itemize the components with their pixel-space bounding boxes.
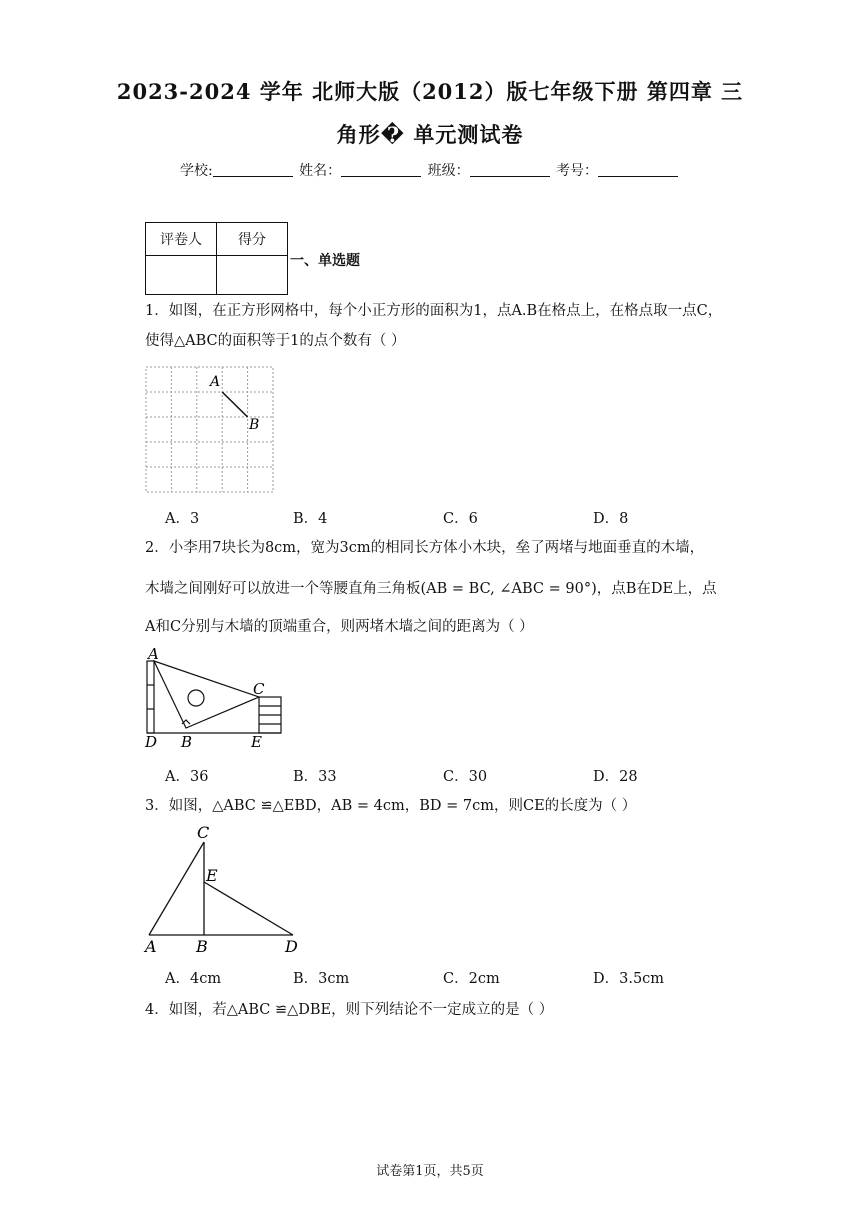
segment-ac [149,842,204,935]
score-cell [217,256,288,295]
option-a[interactable]: A．36 [165,769,209,785]
label-e: E [206,866,218,885]
question-1-grid-figure [145,366,275,494]
segment-ab [222,392,247,417]
exam-title-line2: 角形� 单元测试卷 [336,122,524,147]
option-b[interactable]: B．4 [293,511,328,527]
question-2-stem-line2: 木墙之间刚好可以放进一个等腰直角三角板(AB = BC, ∠ABC = 90°)，点B在DE上，点 [145,581,717,597]
option-c[interactable]: C．30 [443,769,488,785]
question-4-stem: 4．如图，若△ABC ≌△DBE，则下列结论不一定成立的是（ ） [145,1002,554,1018]
label-b: B [196,937,208,956]
exam-number-label: 考号： [556,163,599,179]
option-d[interactable]: D．28 [593,769,638,785]
score-table [145,222,288,295]
exam-number-blank [598,162,678,177]
page-footer: 试卷第1页，共5页 [376,1164,484,1179]
grader-cell [146,256,217,295]
label-b: B [181,733,193,750]
option-a[interactable]: A．3 [165,511,200,527]
score-header: 得分 [217,223,288,256]
label-c: C [253,680,265,698]
option-c[interactable]: C．6 [443,511,478,527]
segment-ed [204,882,293,935]
question-2-stem-line3: A和C分别与木墙的顶端重合，则两堵木墙之间的距离为（ ） [145,619,534,635]
option-b[interactable]: B．3cm [293,971,350,987]
section-title: 一、单选题 [290,253,360,269]
student-info-line [0,160,860,180]
label-a: A [148,645,159,663]
school-label: 学校: [179,163,213,179]
option-d[interactable]: D．8 [593,511,629,527]
school-blank [213,162,293,177]
question-2-wall-figure [143,645,288,750]
left-wall [147,661,154,733]
class-blank [470,162,550,177]
label-a: A [210,374,221,390]
label-b: B [249,417,260,433]
option-d[interactable]: D．3.5cm [593,971,665,987]
option-c[interactable]: C．2cm [443,971,500,987]
triangle-hole [188,690,204,706]
label-e: E [251,733,262,750]
name-label: 姓名： [299,163,342,179]
class-label: 班级： [427,163,470,179]
label-c: C [197,823,210,842]
question-3-stem: 3．如图，△ABC ≌△EBD，AB = 4cm，BD = 7cm，则CE的长度为（ ） [145,798,637,814]
option-b[interactable]: B．33 [293,769,337,785]
label-a: A [145,937,157,956]
option-a[interactable]: A．4cm [165,971,222,987]
exam-title-line1: 2023-2024 学年 北师大版（2012）版七年级下册 第四章 三 [116,79,744,104]
name-blank [341,162,421,177]
question-3-triangle-figure [143,822,308,957]
grader-header: 评卷人 [146,223,217,256]
question-2-stem-line1: 2．小李用7块长为8cm，宽为3cm的相同长方体小木块，垒了两堵与地面垂直的木墙， [145,540,705,556]
triangle-abc [154,661,259,728]
label-d: D [145,733,158,750]
question-1-stem: 1．如图，在正方形网格中，每个小正方形的面积为1，点A.B在格点上，在格点取一点C，使得△ABC的面积等于1的点个数有（ ） [145,303,723,349]
label-d: D [285,937,298,956]
right-angle-mark [182,720,190,724]
